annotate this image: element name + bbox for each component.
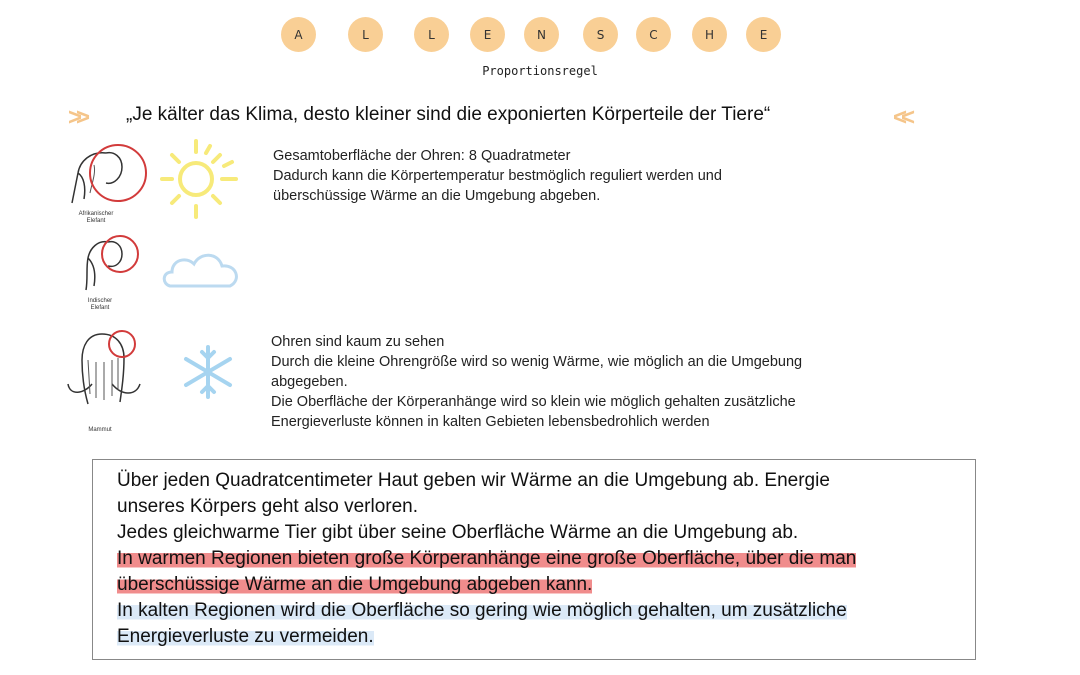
- summary-line: Jedes gleichwarme Tier gibt über seine Oberfläche Wärme an die Umgebung ab.: [117, 522, 799, 543]
- animal-label: Indischer Elefant: [87, 298, 113, 311]
- right-arrows-icon: <<: [893, 104, 910, 131]
- cloud-icon: [160, 246, 246, 298]
- title-letter: E: [746, 17, 781, 52]
- text-line: abgegeben.: [271, 374, 348, 390]
- text-line: Energieverluste können in kalten Gebieten lebensbedrohlich werden: [271, 414, 710, 430]
- title-letter: A: [281, 17, 316, 52]
- rule-quote: „Je kälter das Klima, desto kleiner sind die exponierten Körperteile der Tiere“: [126, 104, 771, 125]
- title-letter: L: [348, 17, 383, 52]
- text-line: überschüssige Wärme an die Umgebung abgeben.: [273, 188, 601, 204]
- title-letter: E: [470, 17, 505, 52]
- title-letter: C: [636, 17, 671, 52]
- text-line: Durch die kleine Ohrengröße wird so wenig Wärme, wie möglich an die Umgebung: [271, 354, 803, 370]
- african-elephant-text: [273, 146, 722, 206]
- subtitle: Proportionsregel: [482, 64, 598, 78]
- summary-line: Über jeden Quadratcentimeter Haut geben wir Wärme an die Umgebung ab. Energie: [117, 470, 830, 491]
- sun-icon: [160, 138, 244, 222]
- indian-elephant-icon: [78, 234, 144, 294]
- left-arrows-icon: >>: [68, 104, 85, 131]
- summary-box: [92, 459, 976, 660]
- summary-line-warm: überschüssige Wärme an die Umgebung abgeben kann.: [117, 574, 593, 595]
- title-letters: [281, 17, 781, 53]
- title-letter: N: [524, 17, 559, 52]
- text-line: Dadurch kann die Körpertemperatur bestmöglich reguliert werden und: [273, 168, 722, 184]
- african-elephant-icon: [66, 143, 150, 209]
- summary-line-cold: In kalten Regionen wird die Oberfläche so gering wie möglich gehalten, um zusätzliche: [117, 600, 847, 621]
- text-line: Die Oberfläche der Körperanhänge wird so klein wie möglich gehalten zusätzliche: [271, 394, 796, 410]
- text-line: Ohren sind kaum zu sehen: [271, 334, 445, 350]
- title-letter: S: [583, 17, 618, 52]
- mammoth-text: [271, 332, 802, 432]
- summary-text: [117, 468, 856, 650]
- text-line: Gesamtoberfläche der Ohren: 8 Quadratmeter: [273, 148, 571, 164]
- title-letter: L: [414, 17, 449, 52]
- summary-line: unseres Körpers geht also verloren.: [117, 496, 418, 517]
- title-letter: H: [692, 17, 727, 52]
- summary-line-warm: In warmen Regionen bieten große Körperanhänge eine große Oberfläche, über die man: [117, 548, 857, 569]
- summary-line-cold: Energieverluste zu vermeiden.: [117, 626, 374, 647]
- animal-label: Mammut: [88, 427, 112, 433]
- animal-label: Afrikanischer Elefant: [78, 211, 114, 224]
- snowflake-icon: [178, 344, 238, 400]
- mammoth-icon: [62, 324, 146, 426]
